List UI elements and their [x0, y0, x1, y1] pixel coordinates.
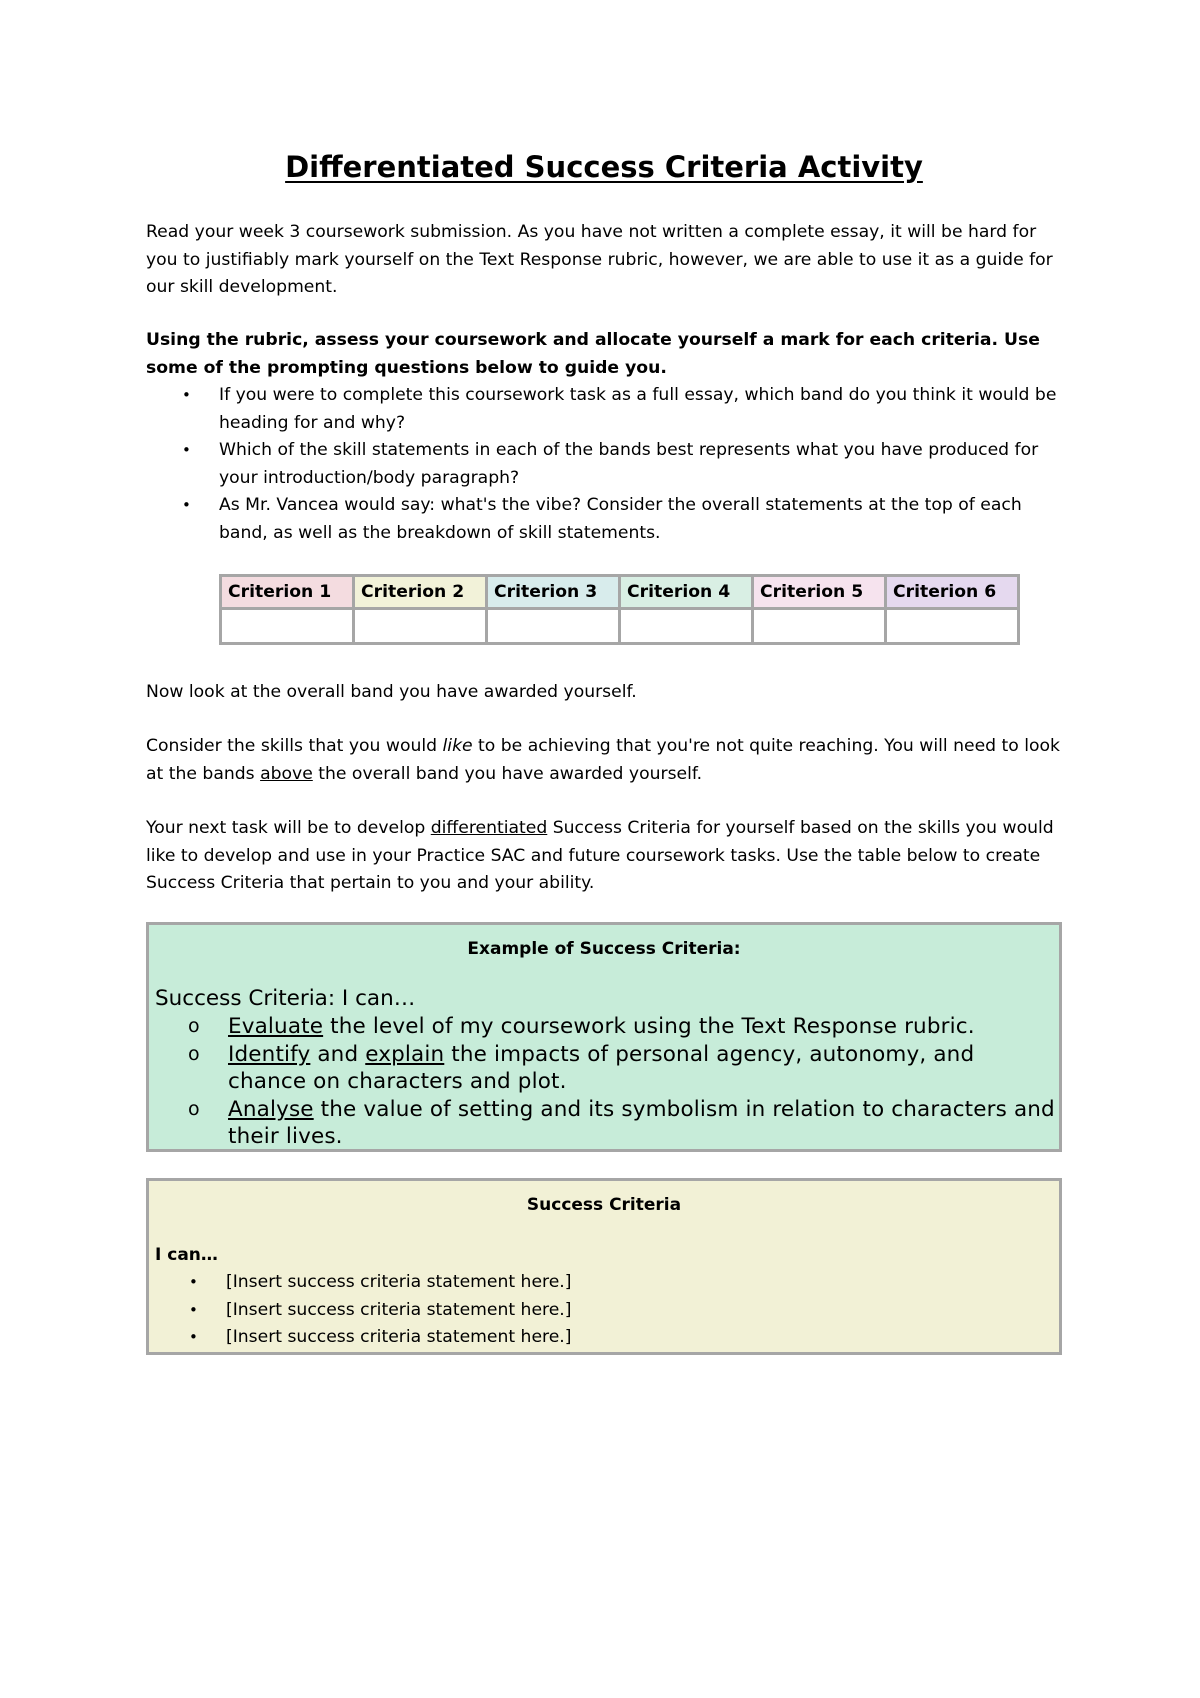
consider-paragraph [146, 733, 1062, 788]
list-item [146, 492, 1062, 547]
prompt-text: As Mr. Vancea would say: what's the vibe? Consider the overall statements at the top of each band, as well as the breakdown of skill statements. [219, 495, 1022, 543]
bullet-icon: • [182, 386, 191, 404]
consider-text: to be achieving that you're not quite reaching. You will need to look at the bands [146, 736, 1060, 784]
criteria-header-row [221, 576, 1019, 609]
list-item[interactable] [149, 1297, 1059, 1325]
example-success-criteria-box [146, 922, 1062, 1152]
bullet-icon: • [189, 1273, 198, 1291]
prompt-list [146, 382, 1062, 547]
page-title: Differentiated Success Criteria Activity [285, 150, 923, 184]
success-criteria-list [149, 1269, 1059, 1352]
criterion-1-mark-cell[interactable] [221, 609, 354, 644]
bullet-icon: • [182, 496, 191, 514]
example-text: the value of setting and its symbolism in relation to characters and their lives. [228, 1096, 1055, 1150]
example-verb: Identify [228, 1041, 311, 1067]
criteria-mark-row [221, 609, 1019, 644]
criterion-6-mark-cell[interactable] [886, 609, 1019, 644]
example-verb: Evaluate [228, 1014, 324, 1039]
example-box-lead: Success Criteria: I can… [155, 986, 416, 1011]
criterion-1-header: Criterion 1 [221, 576, 354, 609]
intro-paragraph: Read your week 3 coursework submission. As you have not written a complete essay, it will be hard for you to justifiably mark yourself on the Text Response rubric, however, we are able to use it as a guide for our skill development. [146, 222, 1053, 297]
bullet-icon: • [189, 1328, 198, 1346]
circle-bullet-icon: o [188, 1097, 200, 1120]
success-criteria-statement[interactable]: [Insert success criteria statement here.] [226, 1272, 572, 1292]
example-criteria-list [149, 1013, 1059, 1151]
next-task-text: Your next task will be to develop [146, 818, 431, 838]
example-text: and [310, 1041, 366, 1067]
consider-text: the overall band you have awarded yourself. [312, 763, 703, 784]
criterion-2-mark-cell[interactable] [354, 609, 487, 644]
success-criteria-box [146, 1178, 1062, 1355]
instruction-paragraph: Using the rubric, assess your coursework and allocate yourself a mark for each criteria. Use some of the prompting questions below to guide you. [146, 330, 1040, 378]
criterion-5-mark-cell[interactable] [753, 609, 886, 644]
list-item [146, 437, 1062, 492]
success-box-heading: Success Criteria [526, 1195, 682, 1215]
example-verb: explain [365, 1041, 445, 1067]
example-text: the level of my coursework using the Text Response rubric. [323, 1014, 975, 1039]
list-item [146, 382, 1062, 437]
circle-bullet-icon: o [188, 1042, 200, 1065]
emphasis-differentiated: differentiated [430, 818, 548, 838]
success-box-lead: I can… [155, 1245, 218, 1265]
prompt-text: Which of the skill statements in each of the bands best represents what you have produced for your introduction/body paragraph? [219, 440, 1039, 488]
criterion-5-header: Criterion 5 [753, 576, 886, 609]
prompt-text: If you were to complete this coursework task as a full essay, which band do you think it would be heading for and why? [219, 385, 1057, 433]
example-text: the impacts of personal agency, autonomy, and chance on characters and plot. [228, 1041, 975, 1095]
list-item [149, 1041, 1059, 1096]
criterion-3-mark-cell[interactable] [487, 609, 620, 644]
bullet-icon: • [182, 441, 191, 459]
list-item [149, 1096, 1059, 1151]
criterion-6-header: Criterion 6 [886, 576, 1019, 609]
list-item[interactable] [149, 1324, 1059, 1352]
criterion-4-header: Criterion 4 [620, 576, 753, 609]
emphasis-above: above [260, 763, 313, 784]
criterion-3-header: Criterion 3 [487, 576, 620, 609]
consider-text: Consider the skills that you would [146, 736, 443, 756]
example-verb: Analyse [228, 1096, 314, 1122]
next-task-text: Success Criteria for yourself based on the skills you would like to develop and use in your Practice SAC and future coursework tasks. Use the table below to create Success Criteria that pertain to you and your ability. [146, 818, 1054, 893]
emphasis-like: like [442, 736, 473, 756]
criterion-2-header: Criterion 2 [354, 576, 487, 609]
list-item[interactable] [149, 1269, 1059, 1297]
bullet-icon: • [189, 1300, 198, 1319]
success-criteria-statement[interactable]: [Insert success criteria statement here.] [226, 1299, 572, 1320]
success-criteria-statement[interactable]: [Insert success criteria statement here.] [226, 1327, 572, 1347]
example-box-heading: Example of Success Criteria: [467, 939, 741, 959]
criteria-table [219, 574, 1020, 645]
circle-bullet-icon: o [188, 1015, 200, 1037]
overall-band-paragraph: Now look at the overall band you have awarded yourself. [146, 682, 637, 702]
criterion-4-mark-cell[interactable] [620, 609, 753, 644]
list-item [149, 1013, 1059, 1041]
next-task-paragraph [146, 815, 1062, 898]
